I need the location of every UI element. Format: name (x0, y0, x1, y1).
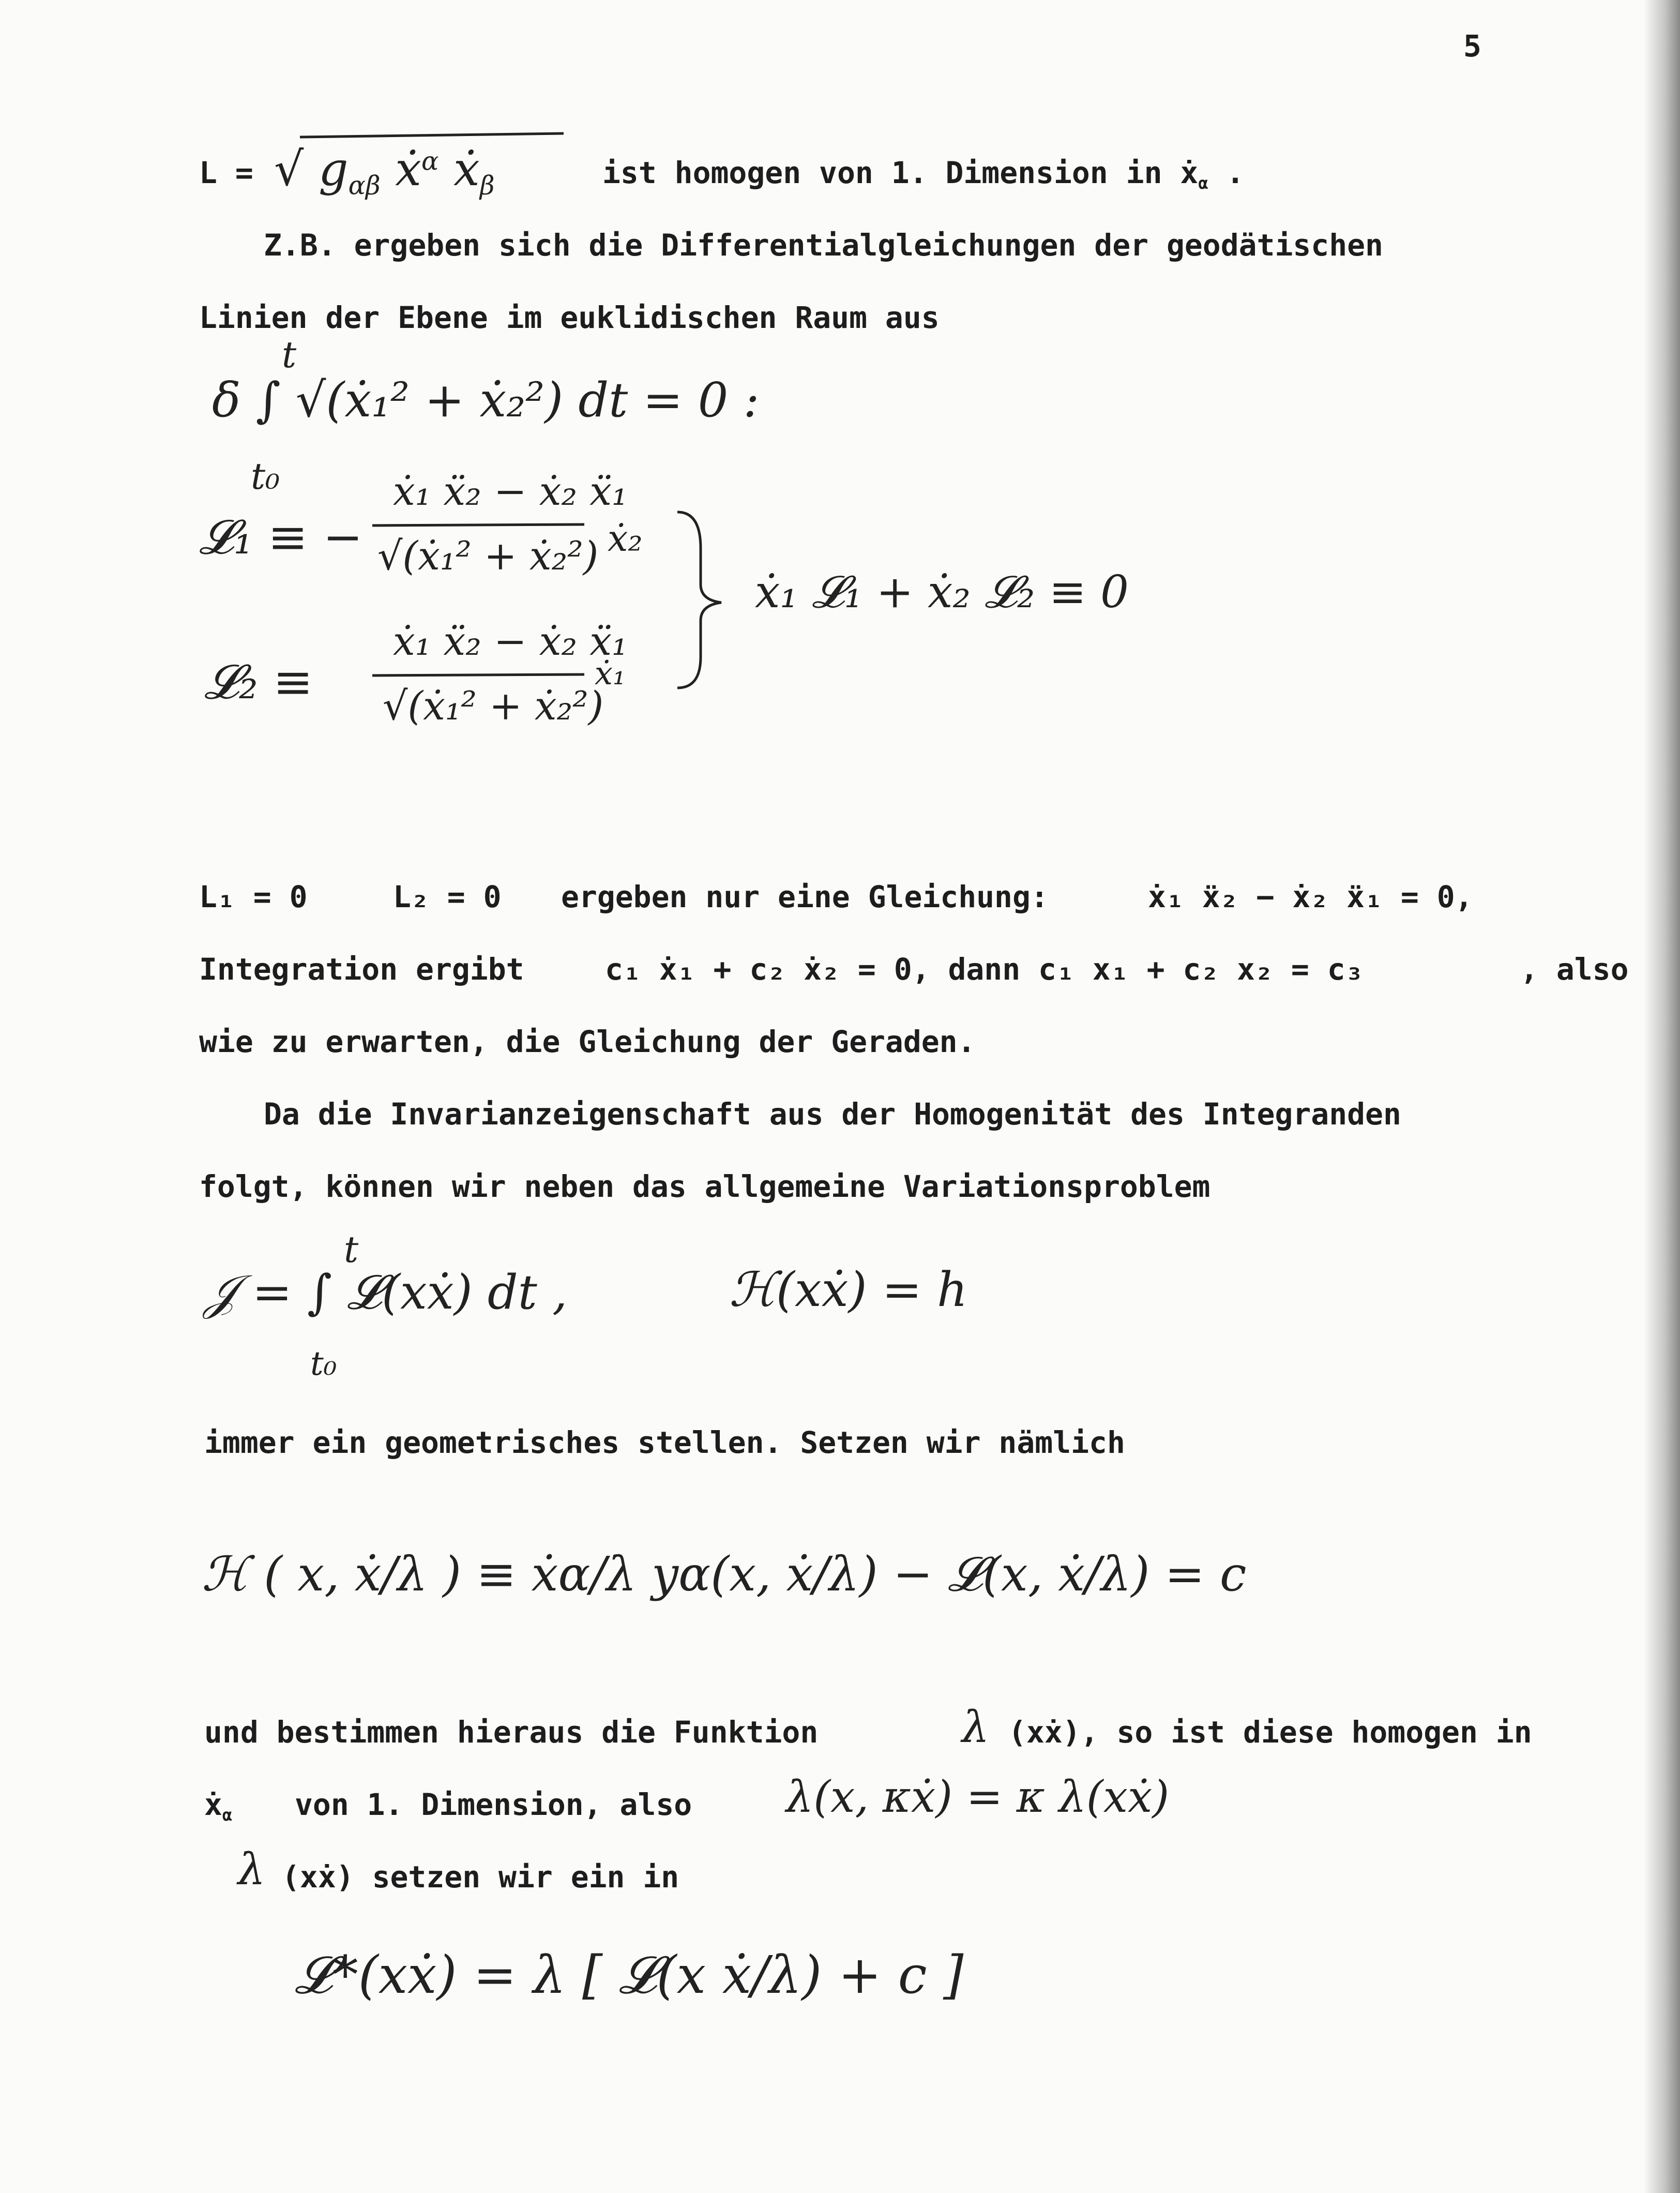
L1-factor: ẋ₂ (608, 517, 643, 560)
paragraph-line-5: folgt, können wir neben das allgemeine Variationsproblem (199, 1169, 1210, 1204)
L1-numerator: ẋ₁ ẍ₂ − ẋ₂ ẍ₁ (393, 468, 628, 514)
line-2-text: Z.B. ergeben sich die Differentialgleichungen der geodätischen (264, 228, 1383, 263)
paragraph-line-9-lambda: λ (238, 1844, 266, 1895)
paragraph-line-8-a: ẋ$_\alpha$ (204, 1787, 233, 1825)
paragraph-line-3: wie zu erwarten, die Gleichung der Geraden. (199, 1024, 976, 1059)
page-number: 5 (1463, 28, 1481, 64)
line-1-text: ist homogen von 1. Dimension in ẋ$_\alpha$ . (602, 155, 1245, 193)
L-star-equation: 𝓛*(xẋ) = λ [ 𝓛(x ẋ/λ) + c ] (295, 1945, 964, 2005)
paragraph-line-4: Da die Invarianzeigenschaft aus der Homogenität des Integranden (264, 1096, 1401, 1132)
L2-zero: L₂ = 0 (393, 879, 502, 914)
J-lower-limit: t₀ (310, 1345, 337, 1383)
L1-fraction-bar (372, 522, 589, 529)
paragraph-line-2-c: , also (1520, 952, 1629, 987)
lambda-homogeneity: λ(x, κẋ) = κ λ(xẋ) (786, 1771, 1170, 1822)
paragraph-line-1-text: ergeben nur eine Gleichung: (561, 879, 1049, 914)
L1-lhs: 𝓛₁ ≡ − (199, 509, 363, 565)
L2-lhs: 𝓛₂ ≡ (204, 654, 313, 710)
line-1-sqrt-bar (300, 129, 569, 140)
paragraph-line-7-lambda: λ (962, 1702, 990, 1752)
variation-lower-limit: t₀ (251, 455, 280, 498)
line-1-lhs: L = (199, 155, 253, 190)
L2-factor: ẋ₁ (595, 654, 626, 692)
L2-numerator: ẋ₁ ẍ₂ − ẋ₂ ẍ₁ (393, 618, 628, 664)
J-integral: 𝒥 = ∫ 𝓛(xẋ) dt , (204, 1265, 568, 1320)
paragraph-line-8-b: von 1. Dimension, also (295, 1787, 692, 1822)
brace-identity: ẋ₁ 𝓛₁ + ẋ₂ 𝓛₂ ≡ 0 (755, 566, 1129, 618)
paragraph-line-2-a: Integration ergibt (199, 952, 524, 987)
L2-denominator: √(ẋ₁² + ẋ₂²) (383, 683, 604, 729)
line-3-text: Linien der Ebene im euklidischen Raum aus (199, 300, 940, 335)
J-upper-limit: t (344, 1228, 359, 1271)
paragraph-line-7-a: und bestimmen hieraus die Funktion (204, 1715, 819, 1750)
line-1-sqrt-expression: √ $g_{\alpha\beta}$ ẋ$^\alpha$ ẋ$_\beta$ (274, 142, 495, 201)
H-equation: ℋ(xẋ) = h (729, 1262, 968, 1317)
L2-fraction-bar (372, 672, 589, 679)
paragraph-line-6: immer ein geometrisches stellen. Setzen wir nämlich (204, 1425, 1125, 1460)
variation-integral: δ ∫ √(ẋ₁² + ẋ₂²) dt = 0 : (212, 372, 760, 428)
paragraph-line-7-c: (xẋ), so ist diese homogen in (1008, 1715, 1532, 1750)
L1-zero: L₁ = 0 (199, 879, 308, 914)
H-definition: ℋ ( x, ẋ/λ ) ≡ ẋα/λ yα(x, ẋ/λ) − 𝓛(x, ẋ/λ) = c (202, 1546, 1247, 1602)
paragraph-line-1-equation: ẋ₁ ẍ₂ − ẋ₂ ẍ₁ = 0, (1148, 879, 1473, 914)
L1-denominator: √(ẋ₁² + ẋ₂²) (377, 533, 599, 579)
paragraph-line-9-b: (xẋ) setzen wir ein in (282, 1859, 679, 1895)
paragraph-line-2-b: c₁ ẋ₁ + c₂ ẋ₂ = 0, dann c₁ x₁ + c₂ x₂ = c₃ (605, 952, 1364, 987)
variation-upper-limit: t (282, 334, 297, 376)
page-edge-shadow (1644, 0, 1680, 2193)
curly-brace (672, 507, 729, 693)
